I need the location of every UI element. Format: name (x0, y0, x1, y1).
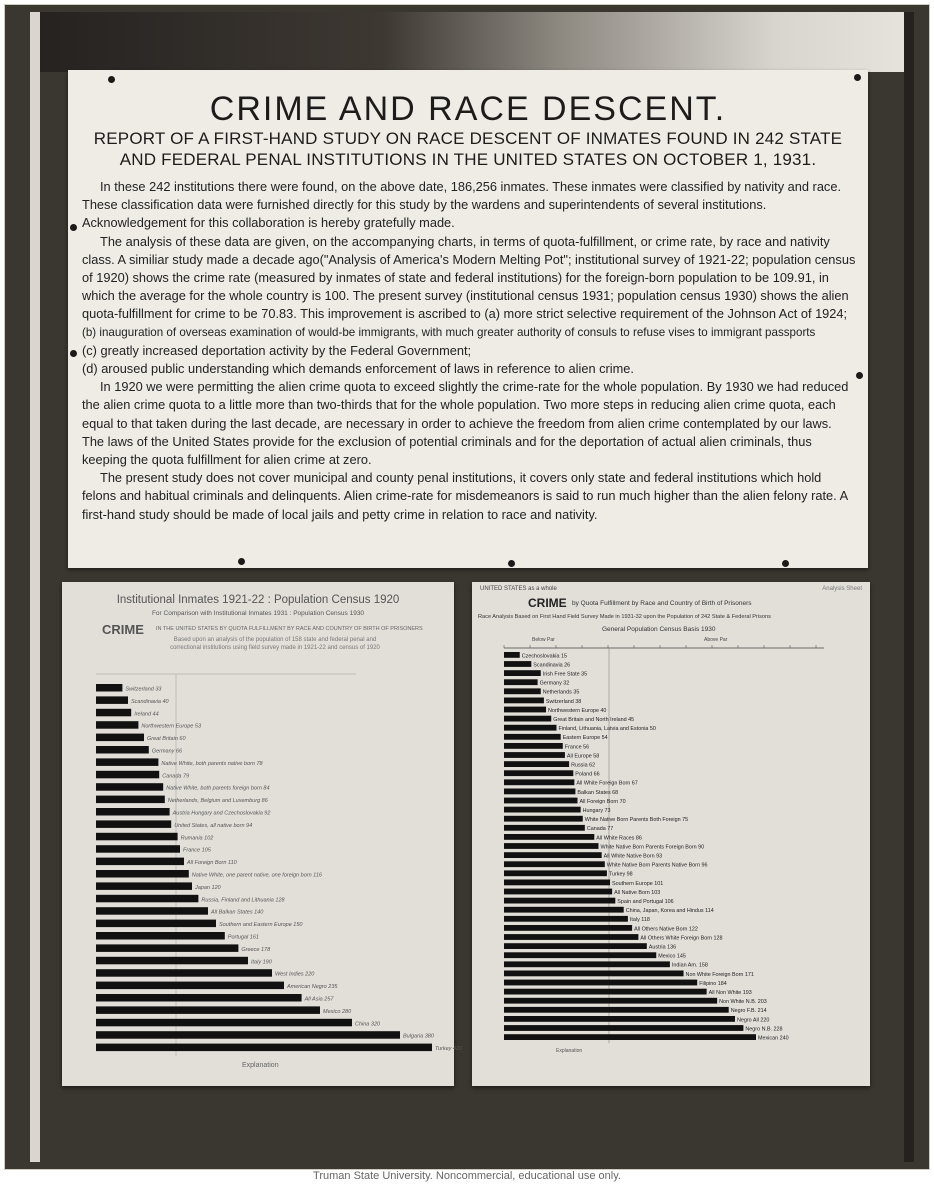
bar-label: Mexico 280 (323, 1008, 352, 1015)
bar (96, 982, 284, 990)
bar-label: Netherlands, Belgium and Luxemburg 86 (167, 798, 268, 805)
bar-label: Ireland 44 (134, 711, 159, 718)
bar-label: Scandinavia 40 (131, 698, 169, 705)
bar-label: China, Japan, Korea and Hindus 114 (625, 908, 714, 915)
bar-label: France 56 (564, 744, 590, 751)
bar-label: Germany 32 (539, 680, 570, 687)
tack-icon (782, 560, 789, 567)
bar-label: White Native Born Parents Native Born 96 (606, 862, 708, 869)
bar-label: Russia, Finland and Lithuania 128 (201, 897, 285, 904)
bar (96, 920, 216, 928)
bar (504, 807, 581, 813)
tack-icon (108, 76, 115, 83)
bar-label: All Europe 58 (566, 753, 600, 760)
bar (504, 679, 538, 685)
bar (504, 961, 670, 967)
left-chart-panel (62, 582, 463, 1086)
bar-label: Northwestern Europe 53 (141, 723, 202, 730)
poster-title: CRIME AND RACE DESCENT. (209, 90, 727, 128)
left-chart-basis: Based upon an analysis of the population of 158 state and federal penal and correctional institutions using field survey made in 1921-22 and census of 1920 (170, 637, 380, 651)
bar-label: All Asia 257 (304, 996, 334, 1003)
bar-label: All Others White Foreign Born 128 (640, 935, 723, 942)
bar (504, 789, 575, 795)
bar-label: Greece 178 (241, 946, 271, 953)
bar (504, 898, 615, 904)
bar-label: All Balkan States 140 (211, 909, 264, 916)
bar-label: Canada 77 (586, 826, 614, 833)
bar (96, 944, 238, 952)
bar-label: All Non White 193 (708, 990, 752, 996)
bar-label: West Indies 220 (275, 971, 315, 978)
bar-label: Southern and Eastern Europe 150 (219, 922, 303, 929)
right-chart-crime-label: CRIME (528, 596, 567, 610)
bar (504, 716, 551, 722)
bar (96, 684, 122, 692)
bar (96, 746, 149, 754)
bar-label: Spain and Portugal 106 (617, 899, 674, 905)
tack-icon (238, 558, 245, 565)
bar-label: Japan 120 (195, 884, 221, 891)
bar (504, 752, 565, 758)
bar (504, 870, 607, 876)
tack-icon (70, 350, 77, 357)
paragraph: In 1920 we were permitting the alien crime quota to exceed slightly the crime-rate for the whole population. By 1930 we had reduced the alien crime quota to a little more than two-thirds that for the whole population. Two more steps in reducing alien crime quota, each equal to that taken during the last decade, are necessary in order to achieve the freedom from alien crime contemplated by our laws. The laws of the United States provide for the exclusion of potential criminals and for the deportation of actual alien criminals, thus keeping the quota fulfillment for alien crime at zero. (82, 379, 849, 468)
bar (504, 943, 647, 949)
bar (96, 1006, 320, 1014)
bar-label: All Others Native Born 122 (634, 926, 698, 933)
left-chart-comparison: For Comparison with Institutional Inmates 1931 : Population Census 1930 (151, 610, 365, 617)
bar-label: Negro F.B. 214 (730, 1008, 767, 1015)
bar (504, 670, 541, 676)
bar-label: All Native Born 103 (614, 889, 661, 896)
right-chart-basis: Race Analysis Based on First Hand Field Survey Made in 1931-32 upon the Population of 242 State & Federal Prisons (478, 614, 771, 620)
bar (504, 1007, 729, 1013)
bar (504, 725, 557, 731)
bar-label: Netherlands 35 (542, 689, 580, 696)
bar-label: Portugal 161 (227, 934, 260, 941)
left-chart (62, 582, 463, 1086)
bar-label: Eastern Europe 54 (562, 735, 608, 742)
bar-label: White Native Born Parents Foreign Born 90 (600, 844, 705, 851)
bar-label: Great Britain 60 (147, 736, 186, 743)
bar (504, 707, 546, 713)
bar (96, 858, 184, 866)
bar (96, 882, 192, 890)
bar (96, 721, 138, 729)
bar-label: Non White Foreign Born 171 (685, 971, 754, 978)
bar-label: Southern Europe 101 (612, 880, 664, 887)
bar (504, 925, 632, 931)
bar-label: Russia 62 (571, 762, 596, 769)
bar (96, 1031, 400, 1039)
bar (504, 834, 594, 840)
bar-label: Mexico 145 (658, 953, 686, 960)
bar-label: Negro All 220 (737, 1017, 770, 1024)
bar (504, 952, 656, 958)
bar-label: Bulgaria 380 (403, 1033, 434, 1040)
bar-label: White Native Born Parents Both Foreign 75 (584, 817, 689, 824)
right-chart (472, 582, 870, 1086)
bar (504, 934, 638, 940)
bar-label: Non White N.B. 203 (719, 999, 767, 1006)
paragraph: In these 242 institutions there were found, on the above date, 186,256 inmates. These inmates were classified by nativity and race. These classification data were furnished directly for this study by the wardens and superintendents of several institutions. Acknowledgement for this collaboration is hereby gratefully made. (82, 179, 842, 231)
bar-label: Scandinavia 26 (533, 662, 571, 669)
bar (504, 825, 585, 831)
paragraph: The analysis of these data are given, on the accompanying charts, in terms of quota-fulfillment, or crime rate, by race and nativity class. A similiar study made a decade ago("Analysis of America's Modern Melting Pot"; institutional survey of 1921-22; population census of 1920) shows the crime rate (measured by inmates of state and federal institutions) for the foreign-born population to be 109.91, in which the average for the whole country is 100. The present survey (institutional census 1931; population census 1930) shows the alien quota-fulfillment for crime to be 70.83. This improvement is ascribed to (a) more strict selective requirement of the Johnson Act of 1924; (82, 233, 856, 322)
bar-label: Turkey 420 (435, 1046, 463, 1053)
bar (96, 1044, 432, 1052)
bar-label: Indian Am. 158 (671, 962, 708, 969)
bar-label: Negro N.B. 228 (745, 1026, 783, 1033)
tack-icon (508, 560, 515, 567)
bar-label: Finland, Lithuania, Latvia and Estonia 50 (558, 726, 656, 733)
left-chart-title: Institutional Inmates 1921-22 : Population Census 1920 (116, 594, 400, 606)
bar-label: Filipino 184 (699, 980, 727, 987)
paragraph: (b) inauguration of overseas examination of would-be immigrants, with much greater authority of consuls to refuse vises to immigrant passports (82, 325, 816, 339)
bar (96, 870, 189, 878)
bar (504, 998, 717, 1004)
bar (504, 698, 544, 704)
bar (504, 989, 707, 995)
bar-label: United States, all native born 94 (174, 822, 253, 829)
bar (96, 808, 170, 816)
bar-label: Hungary 73 (582, 808, 611, 814)
bar (504, 843, 599, 849)
above-par-label: Above Par (704, 637, 728, 643)
bar (504, 798, 578, 804)
bar-label: Rumania 102 (180, 835, 214, 842)
bar (96, 771, 159, 779)
bar-label: Switzerland 33 (125, 686, 162, 693)
left-explanation: Explanation (242, 1062, 279, 1069)
bar (96, 994, 302, 1002)
bar (504, 1034, 756, 1040)
bar-label: France 105 (183, 847, 211, 854)
bar-label: Poland 66 (575, 771, 600, 778)
bar (96, 820, 171, 828)
bar-label: All White Foreign Born 67 (576, 780, 638, 787)
bar (504, 971, 684, 977)
left-chart-crime-note: IN THE UNITED STATES BY QUOTA FULFILLMENT BY RACE AND COUNTRY OF BIRTH OF PRISONERS (156, 626, 423, 632)
right-chart-panel (472, 582, 870, 1086)
bar-label: Native White, both parents native born 78 (161, 760, 263, 767)
bar-label: Switzerland 38 (545, 698, 582, 705)
right-chart-crime-note: by Quota Fulfillment by Race and Country of Birth of Prisoners (572, 600, 752, 607)
bar (504, 761, 569, 767)
bar (96, 895, 198, 903)
credit-footer: Truman State University. Noncommercial, educational use only. (313, 1170, 621, 1182)
poster-body (82, 178, 856, 524)
bar (504, 852, 602, 858)
bar-label: All White Native Born 93 (603, 853, 663, 860)
bar (504, 779, 574, 785)
paragraph: (c) greatly increased deportation activity by the Federal Government; (82, 342, 472, 358)
bar-label: All White Races 86 (596, 835, 642, 842)
bar (504, 889, 612, 895)
bar-label: Native White, both parents foreign born 84 (166, 785, 270, 792)
bar (96, 833, 178, 841)
bar (504, 743, 563, 749)
bar-label: Austria Hungary and Czechoslovakia 92 (172, 810, 271, 817)
bar (96, 969, 272, 977)
right-chart-census: General Population Census Basis 1930 (602, 626, 716, 633)
left-chart-crime-label: CRIME (102, 622, 144, 637)
bar (504, 661, 531, 667)
poster-subtitle: REPORT OF A FIRST-HAND STUDY ON RACE DESCENT OF INMATES FOUND IN 242 STATE AND FEDERAL PENAL INSTITUTIONS IN THE UNITED STATES ON OCTOBER 1, 1931. (93, 129, 843, 169)
bar (96, 1019, 352, 1027)
bar (504, 1016, 735, 1022)
bar (504, 770, 573, 776)
bar-label: American Negro 235 (287, 984, 338, 991)
bar-label: Canada 79 (162, 773, 190, 780)
tack-icon (856, 372, 863, 379)
bar (504, 688, 541, 694)
bar (96, 783, 163, 791)
bar-label: Balkan States 68 (577, 789, 619, 796)
right-corner-left: UNITED STATES as a whole (480, 586, 557, 592)
bar-label: All Foreign Born 110 (187, 860, 237, 867)
bar (96, 845, 180, 853)
bar (96, 932, 225, 940)
tack-icon (70, 224, 77, 231)
bar-label: Italy 118 (629, 917, 650, 924)
bar-label: Germany 66 (151, 748, 183, 755)
bar (504, 907, 624, 913)
bar (96, 796, 165, 804)
bar-label: Northwestern Europe 40 (548, 707, 607, 714)
bar-label: China 320 (355, 1021, 381, 1028)
bar (504, 816, 583, 822)
bar (96, 907, 208, 915)
bar (96, 957, 248, 965)
right-corner-right: Analysis Sheet (822, 586, 862, 592)
bar-label: Great Britain and North Ireland 45 (553, 717, 635, 723)
bar (504, 734, 561, 740)
below-par-label: Below Par (532, 637, 555, 643)
bar (504, 1025, 743, 1031)
right-explanation: Explanation (556, 1048, 583, 1054)
bar-label: Mexican 240 (758, 1035, 789, 1042)
bar (504, 880, 610, 886)
bar-label: Turkey 98 (608, 871, 633, 878)
bar (504, 652, 520, 658)
bar (96, 709, 131, 717)
bar-label: Czechoslovakia 15 (521, 653, 567, 660)
bar-label: Italy 190 (251, 959, 272, 966)
bar (96, 734, 144, 742)
bar (504, 861, 605, 867)
bar (504, 916, 628, 922)
bar-label: All Foreign Born 70 (579, 798, 626, 805)
tack-icon (854, 74, 861, 81)
bar-label: Native White, one parent native, one foreign born 116 (191, 872, 322, 879)
paragraph: (d) aroused public understanding which demands enforcement of laws in reference to alien crime. (82, 361, 634, 377)
report-board (68, 70, 868, 568)
bar-label: Austria 136 (648, 944, 677, 951)
paragraph: The present study does not cover municipal and county penal institutions, it covers only state and federal institutions which hold felons and habitual criminals and delinquents. Alien crime-rate for misdemeanors is said to run much higher than the alien felony rate. A first-hand study should be made of local jails and petty crime in relation to race and nativity. (82, 470, 848, 522)
bar-label: Irish Free State 35 (542, 671, 588, 678)
bar (504, 980, 697, 986)
bar (96, 758, 158, 766)
bar (96, 696, 128, 704)
